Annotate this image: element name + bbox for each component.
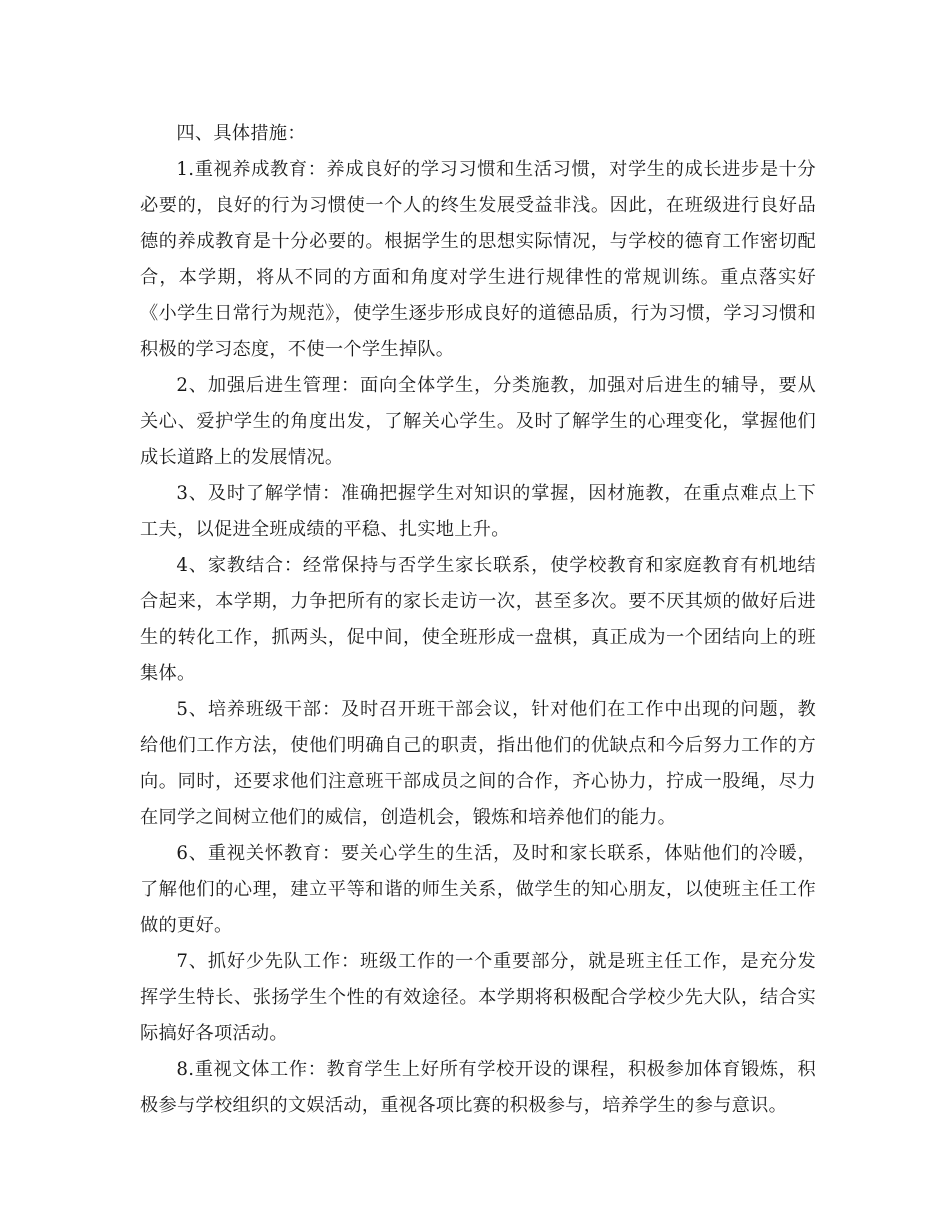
document-body (140, 116, 816, 1124)
paragraph-8: 8.重视文体工作：教育学生上好所有学校开设的课程，积极参加体育锻炼，积极参与学校组织的文娱活动，重视各项比赛的积极参与，培养学生的参与意识。 (140, 1059, 816, 1116)
paragraph-7: 7、抓好少先队工作：班级工作的一个重要部分，就是班主任工作，是充分发挥学生特长、张扬学生个性的有效途径。本学期将积极配合学校少先大队，结合实际搞好各项活动。 (140, 951, 816, 1044)
paragraph-3: 3、及时了解学情：准确把握学生对知识的掌握，因材施教，在重点难点上下工夫，以促进全班成绩的平稳、扎实地上升。 (140, 483, 816, 540)
paragraph-6: 6、重视关怀教育：要关心学生的生活，及时和家长联系，体贴他们的冷暖，了解他们的心理，建立平等和谐的师生关系，做学生的知心朋友，以使班主任工作做的更好。 (140, 843, 816, 936)
paragraph-5: 5、培养班级干部：及时召开班干部会议，针对他们在工作中出现的问题，教给他们工作方法，使他们明确自己的职责，指出他们的优缺点和今后努力工作的方向。同时，还要求他们注意班干部成员之间的合作，齐心协力，拧成一股绳，尽力在同学之间树立他们的威信，创造机会，锻炼和培养他们的能力。 (140, 699, 816, 828)
paragraph-4: 4、家教结合：经常保持与否学生家长联系，使学校教育和家庭教育有机地结合起来，本学期，力争把所有的家长走访一次，甚至多次。要不厌其烦的做好后进生的转化工作，抓两头，促中间，使全班形成一盘棋，真正成为一个团结向上的班集体。 (140, 555, 816, 684)
paragraph-2: 2、加强后进生管理：面向全体学生，分类施教，加强对后进生的辅导，要从关心、爱护学生的角度出发，了解关心学生。及时了解学生的心理变化，掌握他们成长道路上的发展情况。 (140, 375, 816, 468)
section-heading: 四、具体措施： (176, 123, 306, 144)
paragraph-1: 1.重视养成教育：养成良好的学习习惯和生活习惯，对学生的成长进步是十分必要的，良好的行为习惯使一个人的终生发展受益非浅。因此，在班级进行良好品德的养成教育是十分必要的。根据学生的思想实际情况，与学校的德育工作密切配合，本学期，将从不同的方面和角度对学生进行规律性的常规训练。重点落实好《小学生日常行为规范》，使学生逐步形成良好的道德品质，行为习惯，学习习惯和积极的学习态度，不使一个学生掉队。 (140, 159, 816, 360)
